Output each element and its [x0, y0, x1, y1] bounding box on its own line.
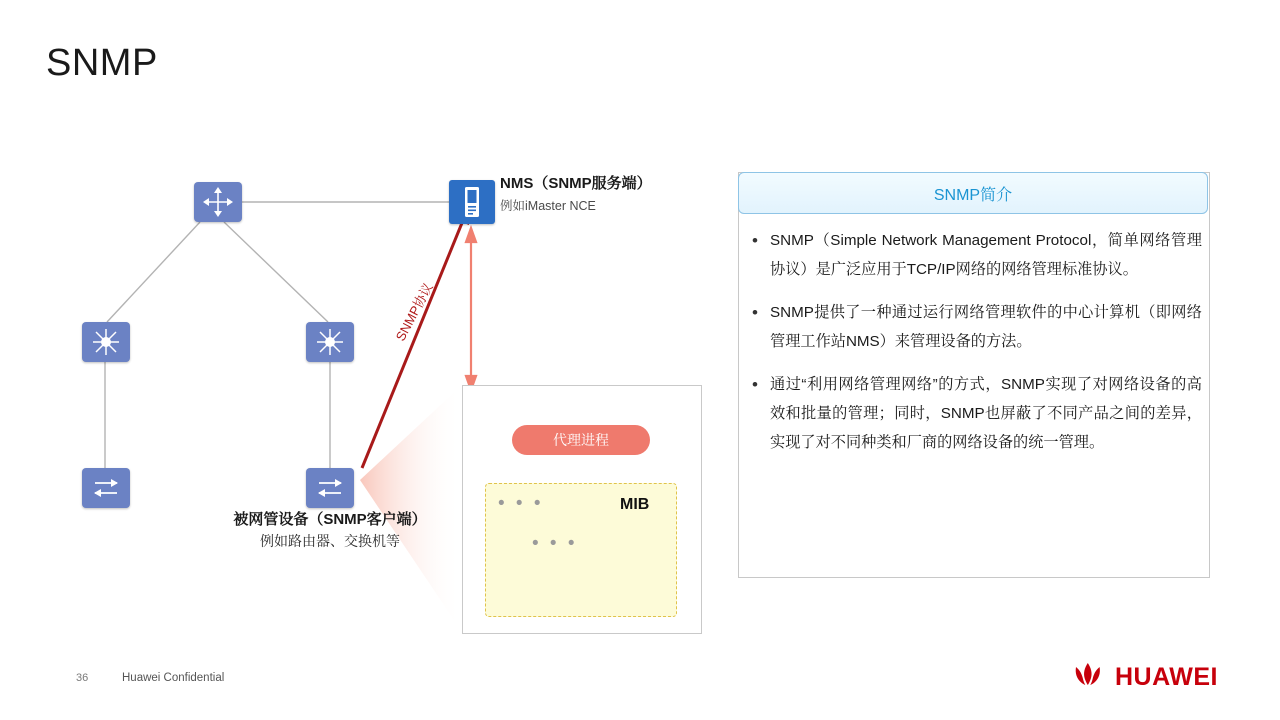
bullet-icon: • [752, 375, 758, 394]
page-title: SNMP [46, 42, 158, 84]
agent-process-badge: 代理进程 [512, 425, 650, 455]
huawei-wordmark: HUAWEI [1115, 662, 1218, 691]
network-diagram [60, 150, 720, 650]
bullet-text: SNMP提供了一种通过运行网络管理软件的中心计算机（即网络管理工作站NMS）来管理设备的方法。 [770, 304, 1202, 350]
router-glyph [194, 182, 242, 222]
mib-dots-bottom: • • • [532, 533, 578, 554]
mib-label: MIB [620, 496, 650, 513]
l2-switch-glyph [306, 468, 354, 508]
huawei-petal-icon [1071, 662, 1105, 692]
info-panel-header: SNMP简介 [738, 172, 1208, 214]
bullet-text: 通过“利用网络管理网络”的方式，SNMP实现了对网络设备的高效和批量的管理；同时，SNMP也屏蔽了不同产品之间的差异，实现了对不同种类和厂商的网络设备的统一管理。 [770, 376, 1202, 451]
managed-device-subtitle: 例如路由器、交换机等 [260, 533, 400, 549]
list-item [752, 226, 1202, 284]
bullet-text: SNMP（Simple Network Management Protocol，简单网络管理协议）是广泛应用于TCP/IP网络的网络管理标准协议。 [770, 232, 1202, 278]
confidentiality-notice: Huawei Confidential [122, 672, 225, 684]
huawei-logo [1071, 662, 1218, 692]
nms-subtitle: 例如iMaster NCE [500, 199, 596, 213]
managed-device-title: 被网管设备（SNMP客户端） [233, 511, 427, 528]
server-glyph [449, 180, 495, 224]
router-top-icon [194, 182, 242, 222]
bullet-icon: • [752, 303, 758, 322]
bullet-icon: • [752, 231, 758, 250]
nms-server-icon [449, 180, 495, 224]
star-switch-glyph [306, 322, 354, 362]
page-number: 36 [76, 672, 89, 684]
snmp-protocol-label: SNMP协议 [392, 280, 436, 344]
info-panel-body [752, 226, 1202, 471]
list-item [752, 370, 1202, 457]
mib-dots-left: • • • [498, 493, 544, 514]
star-switch-glyph [82, 322, 130, 362]
switch-left-icon [82, 322, 130, 362]
switch-bottom-left-icon [82, 468, 130, 508]
nms-title: NMS（SNMP服务端） [500, 175, 652, 192]
switch-right-icon [306, 322, 354, 362]
l2-switch-glyph [82, 468, 130, 508]
switch-managed-icon [306, 468, 354, 508]
list-item [752, 298, 1202, 356]
